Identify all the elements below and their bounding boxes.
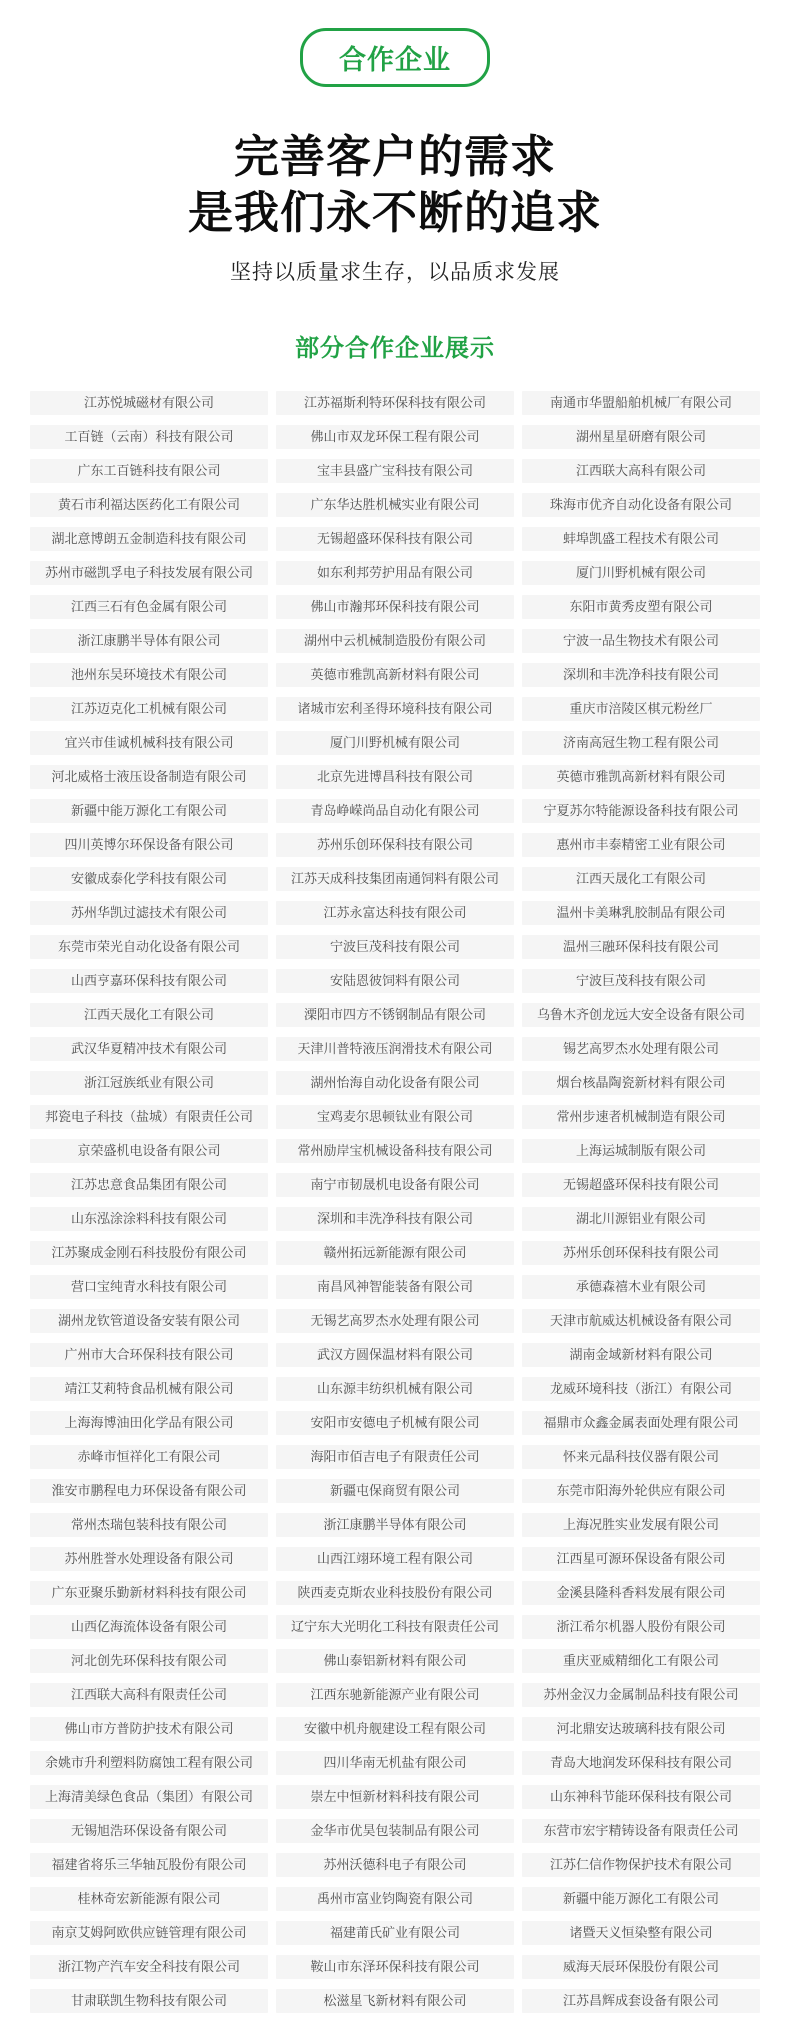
company-cell: 福建省将乐三华轴瓦股份有限公司 <box>30 1853 268 1877</box>
company-cell: 宜兴市佳诚机械科技有限公司 <box>30 731 268 755</box>
company-cell: 苏州金汉力金属制品科技有限公司 <box>522 1683 760 1707</box>
company-cell: 北京先进博昌科技有限公司 <box>276 765 514 789</box>
company-cell: 如东利邦劳护用品有限公司 <box>276 561 514 585</box>
company-cell: 河北创先环保科技有限公司 <box>30 1649 268 1673</box>
company-cell: 广东亚聚乐勤新材料科技有限公司 <box>30 1581 268 1605</box>
company-cell: 诸暨天义恒染整有限公司 <box>522 1921 760 1945</box>
page-title-line1: 完善客户的需求 <box>233 131 556 182</box>
company-cell: 河北鼎安达玻璃科技有限公司 <box>522 1717 760 1741</box>
company-cell: 上海况胜实业发展有限公司 <box>522 1513 760 1537</box>
company-cell: 新疆中能万源化工有限公司 <box>30 799 268 823</box>
company-cell: 营口宝纯青水科技有限公司 <box>30 1275 268 1299</box>
company-cell: 新疆屯保商贸有限公司 <box>276 1479 514 1503</box>
company-cell: 龙威环境科技（浙江）有限公司 <box>522 1377 760 1401</box>
company-cell: 溧阳市四方不锈钢制品有限公司 <box>276 1003 514 1027</box>
company-cell: 湖北川源铝业有限公司 <box>522 1207 760 1231</box>
company-cell: 厦门川野机械有限公司 <box>522 561 760 585</box>
company-cell: 上海清美绿色食品（集团）有限公司 <box>30 1785 268 1809</box>
company-cell: 安徽成泰化学科技有限公司 <box>30 867 268 891</box>
company-cell: 江苏迈克化工机械有限公司 <box>30 697 268 721</box>
company-cell: 宁波一品生物技术有限公司 <box>522 629 760 653</box>
company-cell: 上海运城制版有限公司 <box>522 1139 760 1163</box>
page-subtitle: 坚持以质量求生存，以品质求发展 <box>230 260 560 284</box>
company-cell: 诸城市宏利圣得环境科技有限公司 <box>276 697 514 721</box>
company-cell: 东莞市荣光自动化设备有限公司 <box>30 935 268 959</box>
company-cell: 赤峰市恒祥化工有限公司 <box>30 1445 268 1469</box>
company-cell: 余姚市升利塑料防腐蚀工程有限公司 <box>30 1751 268 1775</box>
company-cell: 江西天晟化工有限公司 <box>30 1003 268 1027</box>
company-cell: 锡艺高罗杰水处理有限公司 <box>522 1037 760 1061</box>
company-cell: 靖江艾莉特食品机械有限公司 <box>30 1377 268 1401</box>
company-cell: 山西江翊环境工程有限公司 <box>276 1547 514 1571</box>
company-cell: 无锡旭浩环保设备有限公司 <box>30 1819 268 1843</box>
company-cell: 常州励岸宝机械设备科技有限公司 <box>276 1139 514 1163</box>
company-cell: 武汉方圆保温材料有限公司 <box>276 1343 514 1367</box>
company-cell: 新疆中能万源化工有限公司 <box>522 1887 760 1911</box>
company-cell: 鞍山市东泽环保科技有限公司 <box>276 1955 514 1979</box>
company-cell: 福鼎市众鑫金属表面处理有限公司 <box>522 1411 760 1435</box>
company-cell: 乌鲁木齐创龙远大安全设备有限公司 <box>522 1003 760 1027</box>
company-cell: 苏州乐创环保科技有限公司 <box>276 833 514 857</box>
company-cell: 青岛大地润发环保科技有限公司 <box>522 1751 760 1775</box>
company-cell: 温州卡美琳乳胶制品有限公司 <box>522 901 760 925</box>
company-cell: 山西亨嘉环保科技有限公司 <box>30 969 268 993</box>
company-cell: 南宁市韧晟机电设备有限公司 <box>276 1173 514 1197</box>
company-cell: 湖北意博朗五金制造科技有限公司 <box>30 527 268 551</box>
company-cell: 南昌风神智能装备有限公司 <box>276 1275 514 1299</box>
company-cell: 四川英博尔环保设备有限公司 <box>30 833 268 857</box>
company-cell: 禹州市富业钧陶瓷有限公司 <box>276 1887 514 1911</box>
company-cell: 山东神科节能环保科技有限公司 <box>522 1785 760 1809</box>
company-cell: 佛山市瀚邦环保科技有限公司 <box>276 595 514 619</box>
company-cell: 黄石市利福达医药化工有限公司 <box>30 493 268 517</box>
page-title <box>0 129 790 242</box>
company-cell: 佛山市双龙环保工程有限公司 <box>276 425 514 449</box>
company-cell: 佛山市方普防护技术有限公司 <box>30 1717 268 1741</box>
company-cell: 江西联大高科有限公司 <box>522 459 760 483</box>
company-cell: 浙江康鹏半导体有限公司 <box>276 1513 514 1537</box>
company-cell: 上海海博油田化学品有限公司 <box>30 1411 268 1435</box>
company-cell: 东营市宏宇精铸设备有限责任公司 <box>522 1819 760 1843</box>
company-cell: 宁波巨茂科技有限公司 <box>522 969 760 993</box>
company-cell: 无锡超盛环保科技有限公司 <box>522 1173 760 1197</box>
company-cell: 厦门川野机械有限公司 <box>276 731 514 755</box>
company-cell: 深圳和丰洗净科技有限公司 <box>276 1207 514 1231</box>
company-cell: 重庆市涪陵区棋元粉丝厂 <box>522 697 760 721</box>
company-cell: 济南高冠生物工程有限公司 <box>522 731 760 755</box>
companies-grid <box>30 391 760 2013</box>
company-cell: 江苏永富达科技有限公司 <box>276 901 514 925</box>
company-cell: 英德市雅凯高新材料有限公司 <box>522 765 760 789</box>
company-cell: 常州步速者机械制造有限公司 <box>522 1105 760 1129</box>
company-cell: 福建莆氏矿业有限公司 <box>276 1921 514 1945</box>
company-cell: 江西星可源环保设备有限公司 <box>522 1547 760 1571</box>
company-cell: 南通市华盟船舶机械厂有限公司 <box>522 391 760 415</box>
company-cell: 湖州中云机械制造股份有限公司 <box>276 629 514 653</box>
company-cell: 浙江冠族纸业有限公司 <box>30 1071 268 1095</box>
company-cell: 广州市大合环保科技有限公司 <box>30 1343 268 1367</box>
company-cell: 苏州华凯过滤技术有限公司 <box>30 901 268 925</box>
page-title-line2: 是我们永不断的追求 <box>187 187 602 239</box>
company-cell: 四川华南无机盐有限公司 <box>276 1751 514 1775</box>
company-cell: 江苏悦城磁材有限公司 <box>30 391 268 415</box>
company-cell: 安徽中机舟舰建设工程有限公司 <box>276 1717 514 1741</box>
company-cell: 天津川普特液压润滑技术有限公司 <box>276 1037 514 1061</box>
company-cell: 湖州星星研磨有限公司 <box>522 425 760 449</box>
company-cell: 江苏天成科技集团南通饲料有限公司 <box>276 867 514 891</box>
company-cell: 南京艾姆阿欧供应链管理有限公司 <box>30 1921 268 1945</box>
company-cell: 青岛峥嵘尚品自动化有限公司 <box>276 799 514 823</box>
section-badge: 合作企业 <box>300 28 490 87</box>
company-cell: 温州三融环保科技有限公司 <box>522 935 760 959</box>
company-cell: 宝丰县盛广宝科技有限公司 <box>276 459 514 483</box>
company-cell: 江西天晟化工有限公司 <box>522 867 760 891</box>
company-cell: 江苏仁信作物保护技术有限公司 <box>522 1853 760 1877</box>
company-cell: 浙江康鹏半导体有限公司 <box>30 629 268 653</box>
company-cell: 蚌埠凯盛工程技术有限公司 <box>522 527 760 551</box>
company-cell: 工百链（云南）科技有限公司 <box>30 425 268 449</box>
footer-spacer <box>0 2013 790 2038</box>
company-cell: 湖州龙钦管道设备安装有限公司 <box>30 1309 268 1333</box>
company-cell: 天津市航威达机械设备有限公司 <box>522 1309 760 1333</box>
company-cell: 宝鸡麦尔思顿钛业有限公司 <box>276 1105 514 1129</box>
company-cell: 重庆亚威精细化工有限公司 <box>522 1649 760 1673</box>
company-cell: 江西联大高科有限责任公司 <box>30 1683 268 1707</box>
company-cell: 山西亿海流体设备有限公司 <box>30 1615 268 1639</box>
company-cell: 惠州市丰泰精密工业有限公司 <box>522 833 760 857</box>
company-cell: 海阳市佰吉电子有限责任公司 <box>276 1445 514 1469</box>
company-cell: 江苏福斯利特环保科技有限公司 <box>276 391 514 415</box>
company-cell: 苏州沃德科电子有限公司 <box>276 1853 514 1877</box>
company-cell: 湖州怡海自动化设备有限公司 <box>276 1071 514 1095</box>
company-cell: 山东源丰纺织机械有限公司 <box>276 1377 514 1401</box>
company-cell: 浙江物产汽车安全科技有限公司 <box>30 1955 268 1979</box>
company-cell: 池州东吴环境技术有限公司 <box>30 663 268 687</box>
company-cell: 珠海市优齐自动化设备有限公司 <box>522 493 760 517</box>
company-cell: 宁波巨茂科技有限公司 <box>276 935 514 959</box>
company-cell: 苏州乐创环保科技有限公司 <box>522 1241 760 1265</box>
company-cell: 东阳市黄秀皮塑有限公司 <box>522 595 760 619</box>
company-cell: 威海天辰环保股份有限公司 <box>522 1955 760 1979</box>
company-cell: 松滋星飞新材料有限公司 <box>276 1989 514 2013</box>
company-cell: 金华市优昊包装制品有限公司 <box>276 1819 514 1843</box>
company-cell: 广东华达胜机械实业有限公司 <box>276 493 514 517</box>
company-cell: 承德森禧木业有限公司 <box>522 1275 760 1299</box>
company-cell: 淮安市鹏程电力环保设备有限公司 <box>30 1479 268 1503</box>
company-cell: 武汉华夏精冲技术有限公司 <box>30 1037 268 1061</box>
company-cell: 辽宁东大光明化工科技有限责任公司 <box>276 1615 514 1639</box>
company-cell: 无锡超盛环保科技有限公司 <box>276 527 514 551</box>
company-cell: 常州杰瑞包装科技有限公司 <box>30 1513 268 1537</box>
company-cell: 江西东驰新能源产业有限公司 <box>276 1683 514 1707</box>
company-cell: 广东工百链科技有限公司 <box>30 459 268 483</box>
company-cell: 安陆恩彼饲料有限公司 <box>276 969 514 993</box>
partners-section-title: 部分合作企业展示 <box>295 334 495 362</box>
company-cell: 苏州市磁凯孚电子科技发展有限公司 <box>30 561 268 585</box>
company-cell: 佛山泰铝新材料有限公司 <box>276 1649 514 1673</box>
company-cell: 宁夏苏尔特能源设备科技有限公司 <box>522 799 760 823</box>
company-cell: 江苏聚成金刚石科技股份有限公司 <box>30 1241 268 1265</box>
company-cell: 安阳市安德电子机械有限公司 <box>276 1411 514 1435</box>
company-cell: 江苏昌辉成套设备有限公司 <box>522 1989 760 2013</box>
company-cell: 湖南金域新材料有限公司 <box>522 1343 760 1367</box>
company-cell: 英德市雅凯高新材料有限公司 <box>276 663 514 687</box>
company-cell: 怀来元晶科技仪器有限公司 <box>522 1445 760 1469</box>
company-cell: 东莞市阳海外轮供应有限公司 <box>522 1479 760 1503</box>
company-cell: 苏州胜誉水处理设备有限公司 <box>30 1547 268 1571</box>
company-cell: 河北威格士液压设备制造有限公司 <box>30 765 268 789</box>
company-cell: 桂林奇宏新能源有限公司 <box>30 1887 268 1911</box>
company-cell: 崇左中恒新材料科技有限公司 <box>276 1785 514 1809</box>
company-cell: 京荣盛机电设备有限公司 <box>30 1139 268 1163</box>
company-cell: 甘肃联凯生物科技有限公司 <box>30 1989 268 2013</box>
company-cell: 邦瓷电子科技（盐城）有限责任公司 <box>30 1105 268 1129</box>
company-cell: 烟台核晶陶瓷新材料有限公司 <box>522 1071 760 1095</box>
company-cell: 陕西麦克斯农业科技股份有限公司 <box>276 1581 514 1605</box>
company-cell: 无锡艺高罗杰水处理有限公司 <box>276 1309 514 1333</box>
company-cell: 江苏忠意食品集团有限公司 <box>30 1173 268 1197</box>
company-cell: 山东泓涂涂料科技有限公司 <box>30 1207 268 1231</box>
company-cell: 金溪县隆科香料发展有限公司 <box>522 1581 760 1605</box>
company-cell: 江西三石有色金属有限公司 <box>30 595 268 619</box>
company-cell: 浙江希尔机器人股份有限公司 <box>522 1615 760 1639</box>
company-cell: 深圳和丰洗净科技有限公司 <box>522 663 760 687</box>
company-cell: 赣州拓远新能源有限公司 <box>276 1241 514 1265</box>
